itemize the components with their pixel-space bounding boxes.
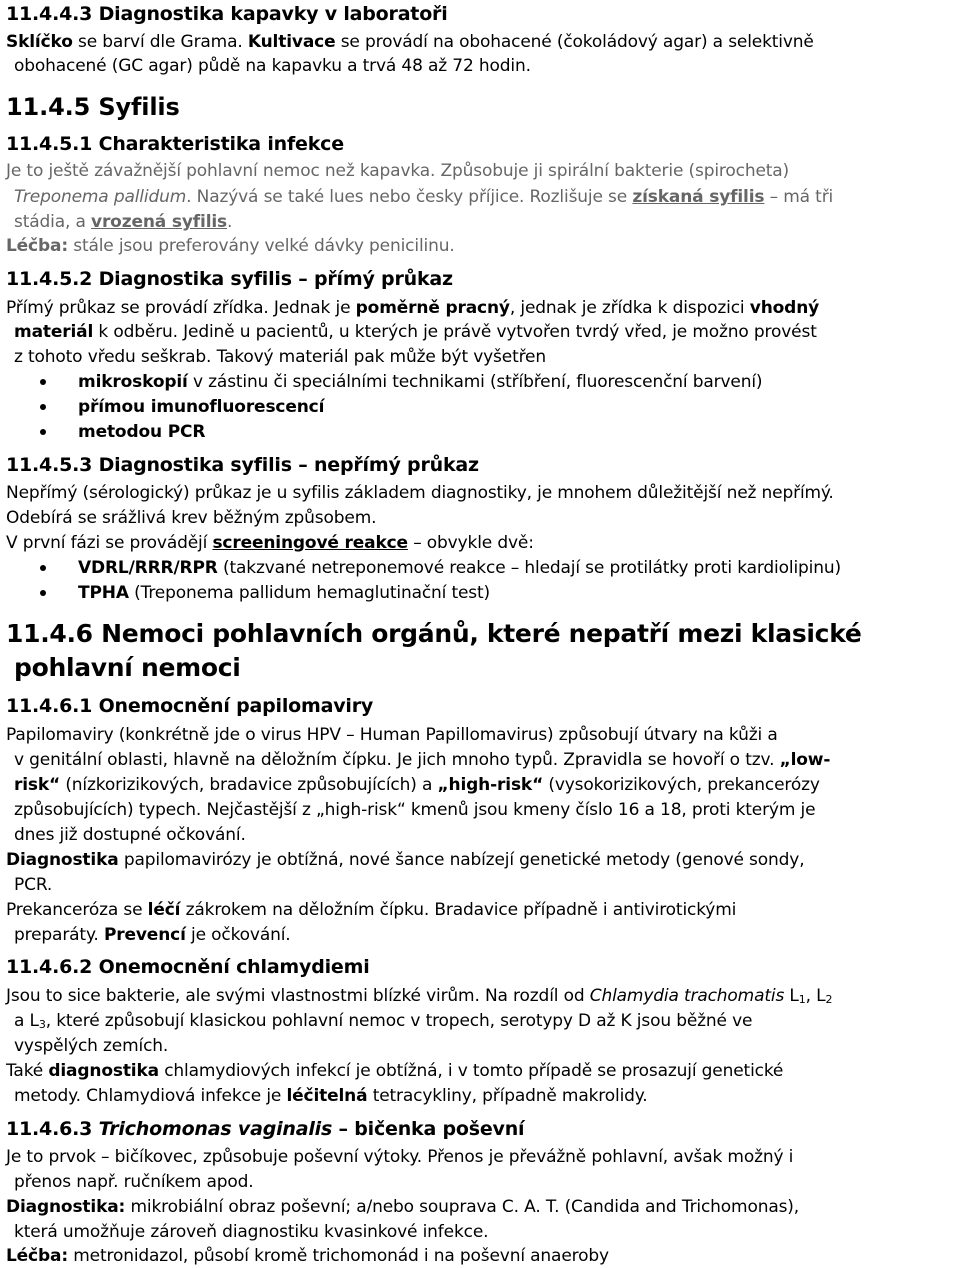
section-heading: 11.4.5.2 Diagnostika syfilis – přímý průkaz (6, 268, 453, 290)
paragraph-line: způsobujících) typech. Nejčastější z „high-risk“ kmenů jsou kmeny číslo 16 a 18, proti kterým je (14, 800, 816, 820)
paragraph-line: Léčba: metronidazol, působí kromě trichomonád i na poševní anaeroby (6, 1246, 609, 1266)
section-heading: 11.4.6.1 Onemocnění papilomaviry (6, 695, 374, 717)
paragraph-line: Diagnostika: mikrobiální obraz poševní; a/nebo souprava C. A. T. (Candida and Trichomonas), (6, 1197, 800, 1217)
section-heading: 11.4.5 Syfilis (6, 93, 180, 121)
bullet-icon (40, 429, 46, 435)
paragraph-line: Také diagnostika chlamydiových infekcí je obtížná, i v tomto případě se prosazují genetické (6, 1061, 784, 1081)
section-heading: 11.4.5.3 Diagnostika syfilis – nepřímý průkaz (6, 454, 479, 476)
paragraph-line: risk“ (nízkorizikových, bradavice způsobujících) a „high-risk“ (vysokorizikových, prekancerózy (14, 775, 820, 795)
paragraph-line: metody. Chlamydiová infekce je léčitelná tetracykliny, případně makrolidy. (14, 1086, 648, 1106)
paragraph-line: V první fázi se provádějí screeningové reakce – obvykle dvě: (6, 533, 534, 553)
paragraph-line: která umožňuje zároveň diagnostiku kvasinkové infekce. (14, 1222, 489, 1242)
paragraph-line: dnes již dostupné očkování. (14, 825, 246, 845)
paragraph-line: obohacené (GC agar) půdě na kapavku a trvá 48 až 72 hodin. (14, 56, 531, 76)
paragraph-line: Nepřímý (sérologický) průkaz je u syfilis základem diagnostiky, je mnohem důležitější než nepřímý. (6, 483, 834, 503)
paragraph-line: vyspělých zemích. (14, 1036, 169, 1056)
section-heading: 11.4.5.1 Charakteristika infekce (6, 133, 344, 155)
paragraph-line: a $L_3$, které způsobují klasickou pohlavní nemoc v tropech, serotypy D až K jsou běžné ve (14, 1011, 753, 1031)
section-heading: 11.4.6 Nemoci pohlavních orgánů, které nepatří mezi klasické (6, 619, 862, 648)
paragraph-line: Odebírá se srážlivá krev běžným způsobem. (6, 508, 377, 528)
paragraph-line: z tohoto vředu seškrab. Takový materiál pak může být vyšetřen (14, 347, 546, 367)
paragraph-line: Sklíčko se barví dle Grama. Kultivace se provádí na obohacené (čokoládový agar) a selektivně (6, 32, 814, 52)
bullet-icon (40, 590, 46, 596)
paragraph-line: materiál k odběru. Jedině u pacientů, u kterých je právě vytvořen tvrdý vřed, je možno provést (14, 322, 817, 342)
paragraph-line: preparáty. Prevencí je očkování. (14, 925, 291, 945)
paragraph-line: Je to prvok – bičíkovec, způsobuje poševní výtoky. Přenos je převážně pohlavní, avšak možný i (6, 1147, 794, 1167)
section-heading: 11.4.6.2 Onemocnění chlamydiemi (6, 956, 370, 978)
paragraph-line: v genitální oblasti, hlavně na děložním čípku. Je jich mnoho typů. Zpravidla se hovoří o tzv. „low- (14, 750, 831, 770)
paragraph-line: Jsou to sice bakterie, ale svými vlastnostmi blízké virům. Na rozdíl od Chlamydia trachomatis $L_1$, $L_2$ (6, 986, 833, 1006)
paragraph-line: Diagnostika papilomavirózy je obtížná, nové šance nabízejí genetické metody (genové sondy, (6, 850, 805, 870)
bullet-icon (40, 565, 46, 571)
section-heading: 11.4.4.3 Diagnostika kapavky v laboratoři (6, 3, 448, 25)
paragraph-line: Je to ještě závažnější pohlavní nemoc než kapavka. Způsobuje ji spirální bakterie (spirocheta) (6, 161, 790, 181)
paragraph-line: Papilomaviry (konkrétně jde o virus HPV – Human Papillomavirus) způsobují útvary na kůži a (6, 725, 778, 745)
section-heading: pohlavní nemoci (14, 653, 241, 682)
section-heading: 11.4.6.3 Trichomonas vaginalis – bičenka poševní (6, 1118, 525, 1140)
bullet-icon (40, 379, 46, 385)
paragraph-line: přenos např. ručníkem apod. (14, 1172, 254, 1192)
paragraph-line: Treponema pallidum. Nazývá se také lues nebo česky příjice. Rozlišuje se získaná syfilis – má tři (14, 187, 834, 207)
paragraph-line: stádia, a vrozená syfilis. (14, 212, 233, 232)
bullet-icon (40, 404, 46, 410)
paragraph-line: Léčba: stále jsou preferovány velké dávky penicilinu. (6, 236, 455, 256)
paragraph-line: Přímý průkaz se provádí zřídka. Jednak je poměrně pracný, jednak je zřídka k dispozici vhodný (6, 298, 820, 318)
paragraph-line: PCR. (14, 875, 53, 895)
paragraph-line: Prekanceróza se léčí zákrokem na děložním čípku. Bradavice případně i antivirotickými (6, 900, 737, 920)
